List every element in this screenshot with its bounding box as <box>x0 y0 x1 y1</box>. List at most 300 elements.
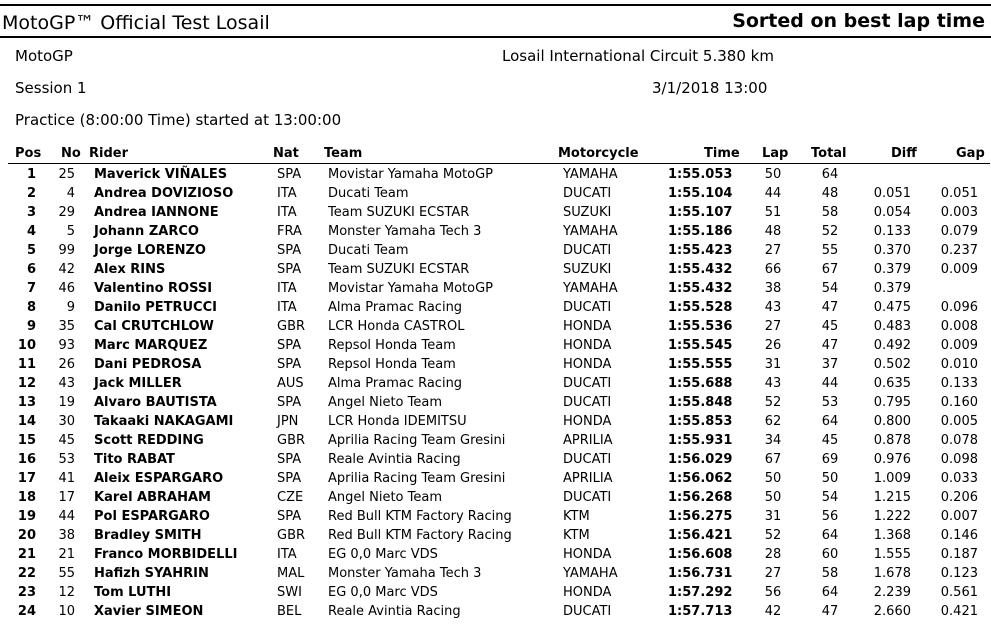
header-nat: Nat <box>273 146 299 161</box>
cell-no: 17 <box>58 490 75 505</box>
cell-rider: Alex RINS <box>94 262 166 277</box>
table-row <box>0 298 991 317</box>
cell-pos: 12 <box>17 376 36 391</box>
cell-rider: Maverick VIÑALES <box>94 167 228 182</box>
cell-nat: SPA <box>277 243 302 258</box>
cell-motorcycle: HONDA <box>563 547 612 562</box>
cell-motorcycle: DUCATI <box>563 395 612 410</box>
cell-total: 54 <box>821 490 839 505</box>
cell-pos: 20 <box>17 528 36 543</box>
cell-pos: 14 <box>17 414 36 429</box>
cell-motorcycle: HONDA <box>563 585 612 600</box>
cell-nat: GBR <box>277 319 306 334</box>
cell-pos: 23 <box>17 585 36 600</box>
cell-gap: 0.078 <box>940 433 978 448</box>
cell-nat: SPA <box>277 471 302 486</box>
cell-gap: 0.005 <box>940 414 978 429</box>
cell-motorcycle: APRILIA <box>563 471 613 486</box>
cell-time: 1:55.423 <box>668 243 733 258</box>
session-label: Session 1 <box>15 79 87 97</box>
cell-team: Aprilia Racing Team Gresini <box>328 471 506 486</box>
cell-team: Repsol Honda Team <box>328 357 456 372</box>
cell-motorcycle: YAMAHA <box>563 566 618 581</box>
cell-team: Red Bull KTM Factory Racing <box>328 528 512 543</box>
cell-total: 50 <box>821 471 839 486</box>
cell-nat: SPA <box>277 509 302 524</box>
cell-team: Ducati Team <box>328 243 409 258</box>
cell-motorcycle: KTM <box>563 509 590 524</box>
header-time: Time <box>704 146 740 161</box>
circuit-label: Losail International Circuit 5.380 km <box>502 47 774 65</box>
table-row <box>0 374 991 393</box>
cell-pos: 16 <box>17 452 36 467</box>
table-row <box>0 450 991 469</box>
cell-motorcycle: DUCATI <box>563 452 612 467</box>
cell-pos: 7 <box>26 281 36 296</box>
cell-diff: 0.379 <box>873 262 911 277</box>
header-team: Team <box>324 146 363 161</box>
cell-rider: Danilo PETRUCCI <box>94 300 217 315</box>
cell-gap: 0.051 <box>940 186 978 201</box>
cell-team: Movistar Yamaha MotoGP <box>328 281 494 296</box>
cell-pos: 2 <box>26 186 36 201</box>
cell-pos: 15 <box>17 433 36 448</box>
cell-time: 1:55.536 <box>668 319 733 334</box>
datetime-label: 3/1/2018 13:00 <box>652 79 768 97</box>
cell-time: 1:55.053 <box>668 167 733 182</box>
cell-no: 93 <box>58 338 75 353</box>
cell-nat: GBR <box>277 528 306 543</box>
cell-gap: 0.008 <box>940 319 978 334</box>
cell-time: 1:55.555 <box>668 357 733 372</box>
cell-total: 56 <box>821 509 839 524</box>
cell-gap: 0.561 <box>940 585 978 600</box>
cell-motorcycle: SUZUKI <box>563 262 612 277</box>
cell-team: Alma Pramac Racing <box>328 300 463 315</box>
category-label: MotoGP <box>15 47 73 65</box>
cell-total: 55 <box>821 243 839 258</box>
cell-no: 26 <box>58 357 75 372</box>
cell-no: 10 <box>58 604 75 619</box>
cell-total: 60 <box>821 547 839 562</box>
cell-motorcycle: KTM <box>563 528 590 543</box>
cell-team: Monster Yamaha Tech 3 <box>328 566 482 581</box>
cell-nat: SPA <box>277 262 302 277</box>
header-total: Total <box>811 146 847 161</box>
table-row <box>0 469 991 488</box>
cell-total: 64 <box>821 528 839 543</box>
cell-gap: 0.033 <box>940 471 978 486</box>
header-rider: Rider <box>89 146 128 161</box>
cell-lap: 44 <box>764 186 782 201</box>
cell-no: 44 <box>58 509 75 524</box>
cell-no: 53 <box>58 452 75 467</box>
cell-pos: 24 <box>17 604 36 619</box>
cell-total: 47 <box>821 604 839 619</box>
cell-nat: CZE <box>277 490 304 505</box>
cell-pos: 22 <box>17 566 36 581</box>
header-gap: Gap <box>956 146 985 161</box>
cell-time: 1:55.186 <box>668 224 733 239</box>
cell-total: 47 <box>821 300 839 315</box>
cell-nat: SPA <box>277 167 302 182</box>
cell-pos: 13 <box>17 395 36 410</box>
cell-time: 1:56.062 <box>668 471 733 486</box>
table-row <box>0 222 991 241</box>
cell-pos: 10 <box>17 338 36 353</box>
cell-pos: 1 <box>26 167 36 182</box>
cell-nat: GBR <box>277 433 306 448</box>
table-row <box>0 526 991 545</box>
cell-team: Monster Yamaha Tech 3 <box>328 224 482 239</box>
table-row <box>0 203 991 222</box>
cell-time: 1:55.104 <box>668 186 733 201</box>
cell-time: 1:56.731 <box>668 566 733 581</box>
cell-motorcycle: HONDA <box>563 338 612 353</box>
cell-team: EG 0,0 Marc VDS <box>328 547 438 562</box>
cell-no: 9 <box>66 300 75 315</box>
cell-gap: 0.206 <box>940 490 978 505</box>
table-row <box>0 317 991 336</box>
cell-team: Repsol Honda Team <box>328 338 456 353</box>
cell-lap: 28 <box>764 547 782 562</box>
cell-rider: Cal CRUTCHLOW <box>94 319 214 334</box>
cell-team: Ducati Team <box>328 186 409 201</box>
cell-total: 64 <box>821 167 839 182</box>
cell-nat: BEL <box>277 604 302 619</box>
cell-lap: 62 <box>764 414 782 429</box>
cell-lap: 50 <box>764 471 782 486</box>
cell-lap: 31 <box>764 357 782 372</box>
cell-motorcycle: YAMAHA <box>563 167 618 182</box>
cell-time: 1:55.931 <box>668 433 733 448</box>
cell-lap: 50 <box>764 490 782 505</box>
cell-time: 1:56.608 <box>668 547 733 562</box>
cell-total: 53 <box>821 395 839 410</box>
cell-gap: 0.010 <box>940 357 978 372</box>
cell-motorcycle: DUCATI <box>563 376 612 391</box>
cell-gap: 0.160 <box>940 395 978 410</box>
cell-gap: 0.096 <box>940 300 978 315</box>
cell-total: 45 <box>821 433 839 448</box>
cell-time: 1:57.713 <box>668 604 733 619</box>
cell-diff: 0.492 <box>873 338 911 353</box>
cell-gap: 0.123 <box>940 566 978 581</box>
cell-diff: 0.133 <box>873 224 911 239</box>
table-row <box>0 602 991 621</box>
cell-lap: 26 <box>764 338 782 353</box>
cell-no: 99 <box>58 243 75 258</box>
cell-rider: Aleix ESPARGARO <box>94 471 224 486</box>
cell-gap: 0.146 <box>940 528 978 543</box>
cell-lap: 31 <box>764 509 782 524</box>
cell-diff: 1.555 <box>873 547 911 562</box>
table-row <box>0 545 991 564</box>
cell-nat: ITA <box>277 547 297 562</box>
cell-diff: 1.009 <box>873 471 911 486</box>
cell-lap: 34 <box>764 433 782 448</box>
cell-total: 58 <box>821 566 839 581</box>
cell-lap: 43 <box>764 300 782 315</box>
cell-rider: Bradley SMITH <box>94 528 202 543</box>
cell-rider: Franco MORBIDELLI <box>94 547 238 562</box>
cell-rider: Tito RABAT <box>94 452 175 467</box>
cell-time: 1:55.432 <box>668 262 733 277</box>
cell-gap: 0.003 <box>940 205 978 220</box>
cell-no: 25 <box>58 167 75 182</box>
header-divider <box>8 163 990 164</box>
cell-nat: ITA <box>277 300 297 315</box>
cell-gap: 0.079 <box>940 224 978 239</box>
table-row <box>0 488 991 507</box>
cell-total: 67 <box>821 262 839 277</box>
cell-gap: 0.098 <box>940 452 978 467</box>
table-row <box>0 260 991 279</box>
table-row <box>0 241 991 260</box>
sort-label: Sorted on best lap time <box>732 10 985 32</box>
cell-total: 45 <box>821 319 839 334</box>
cell-rider: Marc MARQUEZ <box>94 338 208 353</box>
table-row <box>0 412 991 431</box>
cell-diff: 0.878 <box>873 433 911 448</box>
cell-pos: 3 <box>26 205 36 220</box>
cell-pos: 6 <box>26 262 36 277</box>
cell-no: 21 <box>58 547 75 562</box>
cell-diff: 1.678 <box>873 566 911 581</box>
cell-lap: 27 <box>764 566 782 581</box>
cell-diff: 1.222 <box>873 509 911 524</box>
cell-nat: ITA <box>277 281 297 296</box>
cell-diff: 2.660 <box>873 604 911 619</box>
cell-rider: Valentino ROSSI <box>94 281 213 296</box>
cell-diff: 0.483 <box>873 319 911 334</box>
practice-label: Practice (8:00:00 Time) started at 13:00:00 <box>15 111 342 129</box>
header-lap: Lap <box>762 146 789 161</box>
cell-total: 64 <box>821 414 839 429</box>
cell-nat: SWI <box>277 585 302 600</box>
cell-diff: 1.215 <box>873 490 911 505</box>
cell-team: Angel Nieto Team <box>328 395 443 410</box>
cell-nat: MAL <box>277 566 305 581</box>
cell-motorcycle: HONDA <box>563 319 612 334</box>
cell-total: 52 <box>821 224 839 239</box>
cell-nat: ITA <box>277 186 297 201</box>
cell-gap: 0.007 <box>940 509 978 524</box>
table-row <box>0 165 991 184</box>
cell-team: LCR Honda CASTROL <box>328 319 465 334</box>
cell-rider: Karel ABRAHAM <box>94 490 211 505</box>
cell-diff: 0.475 <box>873 300 911 315</box>
cell-motorcycle: APRILIA <box>563 433 613 448</box>
cell-diff: 0.800 <box>873 414 911 429</box>
cell-gap: 0.009 <box>940 338 978 353</box>
cell-nat: SPA <box>277 395 302 410</box>
cell-diff: 0.795 <box>873 395 911 410</box>
cell-diff: 0.635 <box>873 376 911 391</box>
cell-nat: AUS <box>277 376 304 391</box>
cell-rider: Alvaro BAUTISTA <box>94 395 217 410</box>
cell-no: 45 <box>58 433 75 448</box>
cell-motorcycle: SUZUKI <box>563 205 612 220</box>
cell-rider: Jorge LORENZO <box>94 243 206 258</box>
cell-no: 55 <box>58 566 75 581</box>
cell-lap: 56 <box>764 585 782 600</box>
cell-diff: 1.368 <box>873 528 911 543</box>
cell-time: 1:55.432 <box>668 281 733 296</box>
cell-team: LCR Honda IDEMITSU <box>328 414 467 429</box>
cell-diff: 0.370 <box>873 243 911 258</box>
table-row <box>0 184 991 203</box>
title-bar <box>0 4 991 38</box>
cell-time: 1:56.029 <box>668 452 733 467</box>
cell-lap: 38 <box>764 281 782 296</box>
cell-team: Reale Avintia Racing <box>328 604 461 619</box>
cell-total: 69 <box>821 452 839 467</box>
cell-motorcycle: DUCATI <box>563 604 612 619</box>
cell-pos: 4 <box>26 224 36 239</box>
cell-gap: 0.237 <box>940 243 978 258</box>
cell-lap: 42 <box>764 604 782 619</box>
cell-gap: 0.187 <box>940 547 978 562</box>
cell-time: 1:55.853 <box>668 414 733 429</box>
cell-team: Reale Avintia Racing <box>328 452 461 467</box>
cell-no: 41 <box>58 471 75 486</box>
cell-nat: SPA <box>277 338 302 353</box>
cell-diff: 0.054 <box>873 205 911 220</box>
cell-nat: FRA <box>277 224 302 239</box>
cell-no: 19 <box>58 395 75 410</box>
cell-rider: Johann ZARCO <box>94 224 199 239</box>
cell-rider: Andrea IANNONE <box>94 205 219 220</box>
cell-lap: 27 <box>764 243 782 258</box>
cell-no: 46 <box>58 281 75 296</box>
cell-rider: Scott REDDING <box>94 433 204 448</box>
cell-team: Team SUZUKI ECSTAR <box>328 205 470 220</box>
cell-total: 64 <box>821 585 839 600</box>
cell-time: 1:55.688 <box>668 376 733 391</box>
cell-pos: 21 <box>17 547 36 562</box>
cell-motorcycle: DUCATI <box>563 490 612 505</box>
cell-pos: 19 <box>17 509 36 524</box>
table-row <box>0 336 991 355</box>
cell-rider: Hafizh SYAHRIN <box>94 566 209 581</box>
cell-lap: 50 <box>764 167 782 182</box>
cell-total: 37 <box>821 357 839 372</box>
cell-diff: 0.502 <box>873 357 911 372</box>
cell-no: 4 <box>66 186 75 201</box>
header-no: No <box>61 146 81 161</box>
cell-rider: Xavier SIMEON <box>94 604 204 619</box>
cell-motorcycle: YAMAHA <box>563 281 618 296</box>
cell-team: Red Bull KTM Factory Racing <box>328 509 512 524</box>
cell-pos: 11 <box>17 357 36 372</box>
cell-time: 1:55.528 <box>668 300 733 315</box>
cell-pos: 17 <box>17 471 36 486</box>
cell-pos: 8 <box>26 300 36 315</box>
cell-total: 58 <box>821 205 839 220</box>
cell-no: 43 <box>58 376 75 391</box>
cell-time: 1:56.275 <box>668 509 733 524</box>
header-pos: Pos <box>15 146 42 161</box>
cell-no: 35 <box>58 319 75 334</box>
table-row <box>0 507 991 526</box>
cell-nat: JPN <box>277 414 299 429</box>
cell-no: 5 <box>66 224 75 239</box>
cell-rider: Pol ESPARGARO <box>94 509 210 524</box>
cell-no: 42 <box>58 262 75 277</box>
cell-pos: 5 <box>26 243 36 258</box>
cell-time: 1:55.545 <box>668 338 733 353</box>
header-diff: Diff <box>891 146 917 161</box>
cell-diff: 2.239 <box>873 585 911 600</box>
cell-diff: 0.976 <box>873 452 911 467</box>
cell-motorcycle: HONDA <box>563 414 612 429</box>
cell-total: 44 <box>821 376 839 391</box>
table-row <box>0 583 991 602</box>
cell-pos: 18 <box>17 490 36 505</box>
cell-diff: 0.051 <box>873 186 911 201</box>
cell-time: 1:55.107 <box>668 205 733 220</box>
cell-team: Angel Nieto Team <box>328 490 443 505</box>
cell-gap: 0.133 <box>940 376 978 391</box>
cell-no: 12 <box>58 585 75 600</box>
cell-gap: 0.421 <box>940 604 978 619</box>
cell-motorcycle: DUCATI <box>563 186 612 201</box>
cell-lap: 66 <box>764 262 782 277</box>
cell-no: 29 <box>58 205 75 220</box>
cell-nat: ITA <box>277 205 297 220</box>
cell-total: 54 <box>821 281 839 296</box>
table-row <box>0 279 991 298</box>
cell-lap: 51 <box>764 205 782 220</box>
cell-time: 1:56.268 <box>668 490 733 505</box>
cell-rider: Dani PEDROSA <box>94 357 202 372</box>
cell-rider: Andrea DOVIZIOSO <box>94 186 234 201</box>
cell-team: Aprilia Racing Team Gresini <box>328 433 506 448</box>
cell-lap: 27 <box>764 319 782 334</box>
table-row <box>0 431 991 450</box>
cell-rider: Tom LUTHI <box>94 585 172 600</box>
cell-lap: 52 <box>764 528 782 543</box>
cell-team: Alma Pramac Racing <box>328 376 463 391</box>
cell-nat: SPA <box>277 452 302 467</box>
cell-motorcycle: DUCATI <box>563 243 612 258</box>
cell-motorcycle: DUCATI <box>563 300 612 315</box>
cell-time: 1:55.848 <box>668 395 733 410</box>
cell-pos: 9 <box>26 319 36 334</box>
table-row <box>0 393 991 412</box>
cell-team: Team SUZUKI ECSTAR <box>328 262 470 277</box>
cell-lap: 67 <box>764 452 782 467</box>
cell-nat: SPA <box>277 357 302 372</box>
cell-rider: Jack MILLER <box>94 376 182 391</box>
cell-motorcycle: YAMAHA <box>563 224 618 239</box>
header-motorcycle: Motorcycle <box>558 146 639 161</box>
cell-lap: 48 <box>764 224 782 239</box>
cell-gap: 0.009 <box>940 262 978 277</box>
cell-motorcycle: HONDA <box>563 357 612 372</box>
cell-time: 1:56.421 <box>668 528 733 543</box>
document-title: MotoGP™ Official Test Losail <box>2 12 270 34</box>
cell-total: 47 <box>821 338 839 353</box>
table-row <box>0 355 991 374</box>
cell-no: 30 <box>58 414 75 429</box>
table-row <box>0 564 991 583</box>
cell-total: 48 <box>821 186 839 201</box>
cell-lap: 52 <box>764 395 782 410</box>
cell-lap: 43 <box>764 376 782 391</box>
cell-rider: Takaaki NAKAGAMI <box>94 414 234 429</box>
